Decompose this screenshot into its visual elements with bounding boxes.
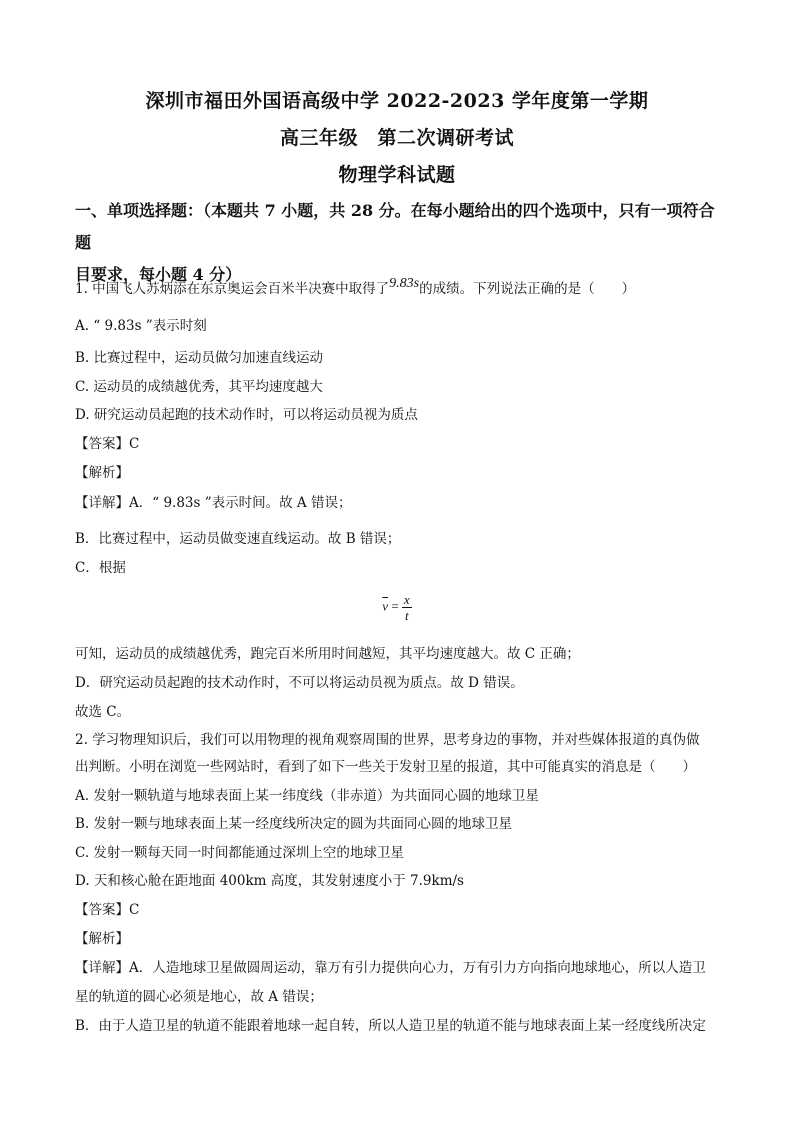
q1-option-a: A. “ 9.83s ”表示时刻	[75, 318, 207, 334]
q1-detail-c2: 可知，运动员的成绩越优秀，跑完百米所用时间越短，其平均速度越大。故 C 正确；	[75, 646, 580, 662]
formula-lhs: $\overline{v}$	[382, 598, 389, 614]
exam-subtitle: 高三年级 第二次调研考试	[279, 127, 514, 149]
q2-option-d: D. 天和核心舱在距地面 400km 高度，其发射速度小于 7.9km/s	[75, 873, 464, 889]
q1-option-c: C. 运动员的成绩越优秀，其平均速度越大	[75, 379, 323, 395]
q2-option-b: B. 发射一颗与地球表面上某一经度线所决定的圆为共面同心圆的地球卫星	[75, 816, 513, 832]
q1-detail-d: D．研究运动员起跑的技术动作时，不可以将运动员视为质点。故 D 错误。	[75, 675, 524, 691]
formula-equals: =	[391, 598, 399, 614]
exam-subject: 物理学科试题	[338, 164, 456, 186]
exam-title: 深圳市福田外国语高级中学 2022-2023 学年度第一学期	[145, 90, 649, 112]
q1-answer: 【答案】C	[75, 436, 140, 452]
q1-stem-after: 的成绩。下列说法正确的是（ ）	[419, 281, 636, 297]
q1-conclusion: 故选 C。	[75, 704, 131, 720]
q2-analysis-tag: 【解析】	[75, 931, 129, 947]
q1-detail-b: B．比赛过程中，运动员做变速直线运动。故 B 错误；	[75, 531, 401, 547]
q1-option-d: D. 研究运动员起跑的技术动作时，可以将运动员视为质点	[75, 407, 418, 423]
formula-fraction	[402, 592, 412, 623]
q1-option-b: B. 比赛过程中，运动员做匀加速直线运动	[75, 350, 324, 366]
q2-detail-b1: B．由于人造卫星的轨道不能跟着地球一起自转，所以人造卫星的轨道不能与地球表面上某一经度线所决定	[75, 1018, 706, 1034]
q1-stem	[75, 276, 725, 299]
formula-denominator: t	[405, 608, 409, 623]
q2-detail-a1: 【详解】A．人造地球卫星做圆周运动，靠万有引力提供向心力，万有引力方向指向地球地心，所以人造卫	[75, 960, 706, 976]
q2-answer: 【答案】C	[75, 902, 140, 918]
q2-stem-line1: 2. 学习物理知识后，我们可以用物理的视角观察周围的世界，思考身边的事物，并对些媒体报道的真伪做	[75, 732, 700, 748]
formula-numerator: x	[403, 592, 410, 607]
section-heading-line2: 目要求，每小题 4 分）	[75, 265, 242, 284]
q2-option-a: A. 发射一颗轨道与地球表面上某一纬度线（非赤道）为共面同心圆的地球卫星	[75, 788, 539, 804]
section-heading-line1: 一、单项选择题：（本题共 7 小题，共 28 分。在每小题给出的四个选项中，只有一项符合题	[75, 201, 715, 252]
q2-option-c: C. 发射一颗每天同一时间都能通过深圳上空的地球卫星	[75, 845, 404, 861]
average-velocity-formula	[0, 592, 794, 623]
q2-stem-line2: 出判断。小明在浏览一些网站时，看到了如下一些关于发射卫星的报道，其中可能真实的消息是（ ）	[75, 759, 696, 775]
q2-detail-a2: 星的轨道的圆心必须是地心，故 A 错误；	[75, 989, 323, 1005]
q1-stem-value: 9.83s	[389, 276, 420, 291]
q1-analysis-tag: 【解析】	[75, 465, 129, 481]
q1-detail-c: C．根据	[75, 560, 126, 576]
q1-stem-before: 1. 中国飞人苏炳添在东京奥运会百米半决赛中取得了	[75, 281, 390, 297]
q1-detail-a: 【详解】A．“ 9.83s ”表示时间。故 A 错误；	[75, 495, 352, 511]
